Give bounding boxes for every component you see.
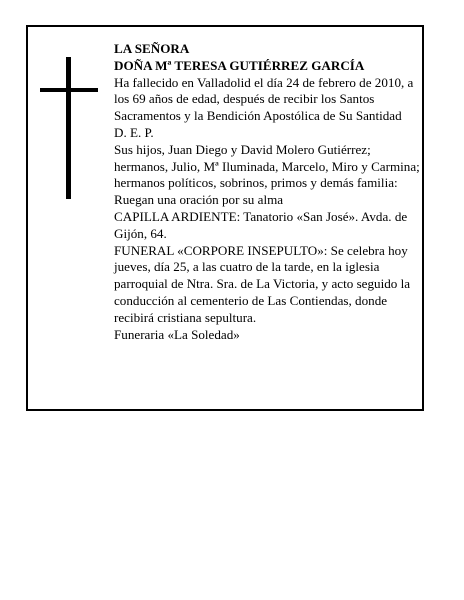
death-announcement: Ha fallecido en Valladolid el día 24 de febrero de 2010, a los 69 años de edad, después de recibir los Santos Sacramentos y la Bendición Apostólica de Su Santidad [114,74,414,124]
prayer-request: Ruegan una oración por su alma [114,192,284,208]
deceased-name: DOÑA Mª TERESA GUTIÉRREZ GARCÍA [114,57,365,73]
obituary-notice [26,25,424,411]
funeral-home: Funeraria «La Soledad» [114,326,240,342]
cross-icon [40,57,98,199]
rest-in-peace: D. E. P. [114,124,154,140]
notice-text [114,41,426,343]
family-list: Sus hijos, Juan Diego y David Molero Gutiérrez; hermanos, Julio, Mª Iluminada, Marcelo, Miro y Carmina; hermanos políticos, sobrinos, primos y demás familia: [114,141,420,191]
chapel-info: CAPILLA ARDIENTE: Tanatorio «San José». Avda. de Gijón, 64. [114,208,408,241]
funeral-info: FUNERAL «CORPORE INSEPULTO»: Se celebra hoy jueves, día 25, a las cuatro de la tarde, en la iglesia parroquial de Ntra. Sra. de La Victoria, y acto seguido la conducción al cementerio de Las Contiendas, donde recibirá cristiana sepultura. [114,242,411,325]
cross-vertical-bar [66,57,71,199]
notice-heading: LA SEÑORA [114,41,190,56]
cross-horizontal-bar [40,88,98,92]
